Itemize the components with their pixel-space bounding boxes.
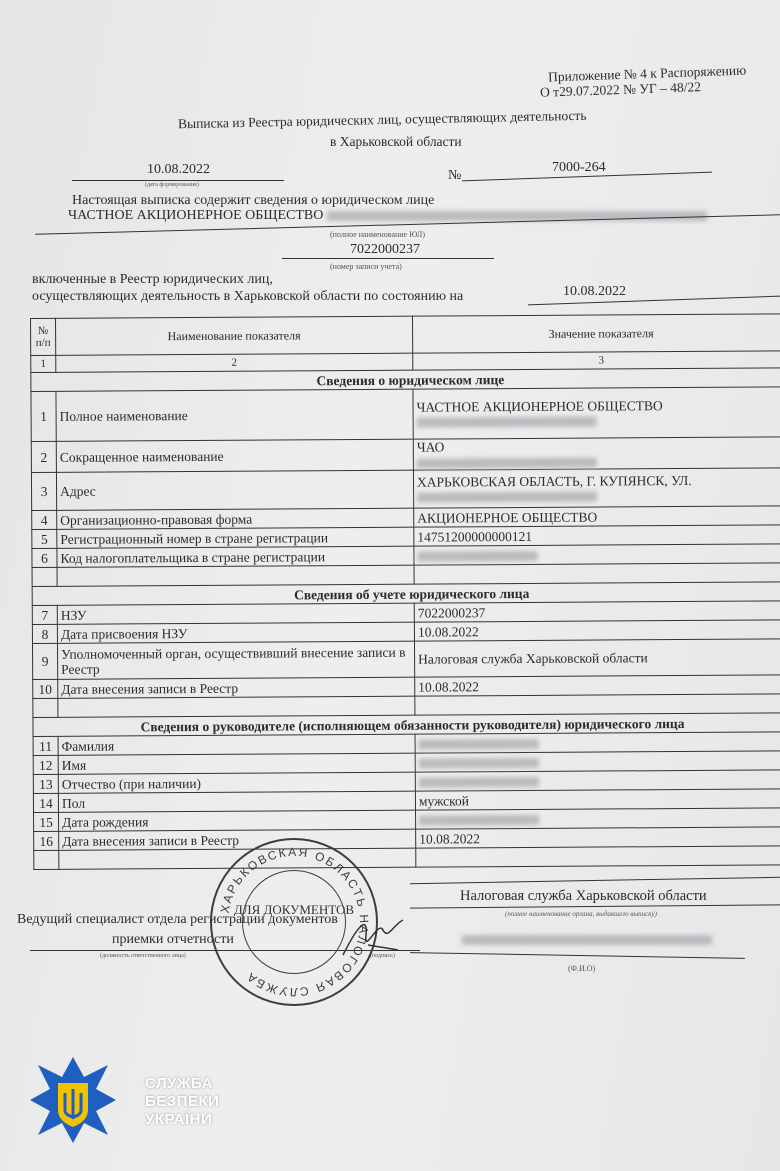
position-line1: Ведущий специалист отдела регистрации документов: [17, 912, 338, 927]
row-number: 6: [32, 548, 57, 567]
row-number: 15: [34, 812, 59, 831]
row-value: [415, 675, 780, 696]
entity-caption: (полное наименование ЮЛ): [330, 230, 426, 239]
head-c2: 2: [56, 353, 413, 372]
table-row: [31, 387, 780, 442]
position-line2: приемки отчетности: [112, 932, 234, 947]
row-value-text: 10.08.2022: [418, 678, 480, 695]
extract-date: 10.08.2022: [147, 162, 210, 177]
logo-line3: УКРАЇНИ: [145, 1111, 213, 1128]
empty-cell: [58, 696, 415, 717]
row-number: 10: [33, 679, 58, 698]
title-line2: в Харьковской области: [330, 134, 462, 149]
row-value-text: Налоговая служба Харьковской области: [418, 650, 648, 667]
row-value: [414, 620, 780, 641]
redacted-value: [419, 777, 539, 788]
redacted-value: [419, 815, 539, 826]
row-number: 8: [32, 624, 57, 643]
row-value: [415, 751, 780, 772]
redacted-value: [327, 211, 707, 221]
row-value-text: мужской: [418, 792, 470, 809]
date-caption: (дата формирования): [145, 182, 199, 188]
row-value: [413, 437, 780, 470]
row-value-text: АКЦИОНЕРНОЕ ОБЩЕСТВО: [417, 509, 598, 526]
row-indicator: Фамилия: [58, 734, 415, 755]
section-title: Сведения о руководителе (исполняющем обязанности руководителя) юридического лица: [33, 713, 780, 737]
row-indicator: Отчество (при наличии): [58, 772, 415, 793]
signature-caption: (подпись): [370, 953, 395, 959]
svg-text:ХАРЬКОВСКАЯ ОБЛАСТЬ НАЛОГОВАЯ: ХАРЬКОВСКАЯ ОБЛАСТЬ НАЛОГОВАЯ СЛУЖБА: [217, 844, 372, 1000]
row-value-text: 7022000237: [417, 604, 486, 621]
row-value: [414, 525, 780, 546]
sbu-emblem-icon: [28, 1055, 118, 1145]
appendix-line1: Приложение № 4 к Распоряжению: [547, 62, 747, 85]
section-title: Сведения об учете юридического лица: [32, 582, 780, 606]
redacted-value: [417, 492, 597, 503]
row-indicator: Уполномоченный орган, осуществивший внесение записи в Реестр: [57, 641, 414, 679]
row-number: 2: [31, 441, 56, 472]
row-indicator: Организационно-правовая форма: [57, 508, 414, 529]
entity-name: ЧАСТНОЕ АКЦИОНЕРНОЕ ОБЩЕСТВО: [68, 208, 324, 223]
row-number: 13: [33, 774, 58, 793]
head-c1: 1: [31, 355, 56, 372]
row-indicator: Сокращенное наименование: [56, 439, 413, 472]
register-table: [30, 313, 780, 870]
row-value: [414, 544, 780, 565]
row-value-text: 10.08.2022: [417, 623, 479, 640]
entity-name-line: [68, 208, 707, 224]
row-indicator: Дата рождения: [59, 810, 416, 831]
row-value: [414, 506, 780, 527]
table-row: [31, 468, 780, 511]
authority-caption: (полное наименование органа, выдавшего выписку): [505, 910, 657, 918]
row-number: 1: [31, 391, 56, 441]
row-value: [414, 601, 780, 622]
empty-cell: [34, 850, 59, 869]
row-value: [415, 789, 780, 810]
row-indicator: Имя: [58, 753, 415, 774]
empty-cell: [33, 698, 58, 717]
row-number: 16: [34, 831, 59, 850]
empty-cell: [32, 567, 57, 586]
empty-cell: [416, 846, 780, 867]
logo-line2: БЕЗПЕКИ: [145, 1093, 220, 1110]
as-of-date: 10.08.2022: [563, 284, 626, 299]
row-indicator: Дата внесения записи в Реестр: [59, 829, 416, 850]
row-value-text: 10.08.2022: [419, 830, 480, 847]
position-caption: (должность ответственного лица): [100, 953, 186, 959]
appendix-line2: О т29.07.2022 № УГ – 48/22: [539, 79, 702, 100]
row-value: [416, 808, 780, 829]
row-indicator: Код налогоплательщика в стране регистрации: [57, 546, 414, 567]
row-value-text: ЧАСТНОЕ АКЦИОНЕРНОЕ ОБЩЕСТВО: [416, 397, 663, 415]
row-indicator: Адрес: [56, 470, 413, 510]
row-indicator: Пол: [58, 791, 415, 812]
redacted-value: [417, 551, 537, 562]
head-num: № п/п: [31, 318, 56, 355]
row-value: [413, 387, 780, 439]
row-value: [415, 732, 780, 753]
logo-line1: СЛУЖБА: [145, 1075, 213, 1092]
row-value-text: ЧАО: [416, 439, 445, 455]
included-line1: включенные в Реестр юридических лиц,: [32, 272, 273, 287]
section-title: Сведения о юридическом лице: [31, 368, 780, 392]
row-indicator: Полное наименование: [56, 389, 413, 441]
fio-caption: (Ф.И.О): [568, 964, 596, 973]
number-label: №: [448, 168, 462, 183]
empty-cell: [414, 563, 780, 584]
row-value: [413, 468, 780, 508]
row-value: [416, 827, 780, 848]
redacted-value: [419, 739, 539, 750]
redacted-fio: [462, 935, 712, 945]
row-indicator: Дата присвоения НЗУ: [57, 622, 414, 643]
redacted-value: [417, 417, 597, 428]
row-value: [414, 639, 780, 677]
row-number: 14: [33, 793, 58, 812]
table-row: [32, 639, 780, 680]
row-indicator: Дата внесения записи в Реестр: [58, 677, 415, 698]
empty-cell: [415, 694, 780, 715]
row-indicator: НЗУ: [57, 603, 414, 624]
redacted-value: [417, 457, 597, 468]
included-line2: осуществляющих деятельность в Харьковской области по состоянию на: [32, 289, 464, 304]
sbu-logo-text: [145, 1075, 219, 1129]
row-value: [415, 770, 780, 791]
empty-cell: [57, 565, 414, 586]
row-value-text: 14751200000000121: [417, 528, 533, 545]
row-number: 5: [32, 529, 57, 548]
record-number: 7022000237: [350, 242, 420, 257]
intro-text: Настоящая выписка содержит сведения о юридическом лице: [72, 193, 435, 208]
table-row: [31, 437, 780, 473]
extract-number: 7000-264: [552, 160, 606, 175]
record-caption: (номер записи учета): [330, 262, 402, 271]
row-number: 3: [31, 472, 56, 510]
title-line1: Выписка из Реестра юридических лиц, осуществляющих деятельность: [177, 107, 587, 132]
row-indicator: Регистрационный номер в стране регистрации: [57, 527, 414, 548]
row-number: 9: [32, 643, 57, 679]
stamp-center-text: ДЛЯ ДОКУМЕНТОВ: [233, 902, 355, 917]
head-indicator: Наименование показателя: [56, 316, 413, 355]
redacted-value: [419, 758, 539, 769]
head-c3: 3: [413, 351, 780, 370]
row-number: 7: [32, 605, 57, 624]
head-value: Значение показателя: [412, 314, 780, 353]
signature: [338, 915, 408, 965]
authority: Налоговая служба Харьковской области: [460, 888, 707, 904]
row-value-text: ХАРЬКОВСКАЯ ОБЛАСТЬ, Г. КУПЯНСК, УЛ.: [416, 472, 692, 490]
row-number: 4: [32, 510, 57, 529]
row-number: 12: [33, 755, 58, 774]
row-number: 11: [33, 736, 58, 755]
